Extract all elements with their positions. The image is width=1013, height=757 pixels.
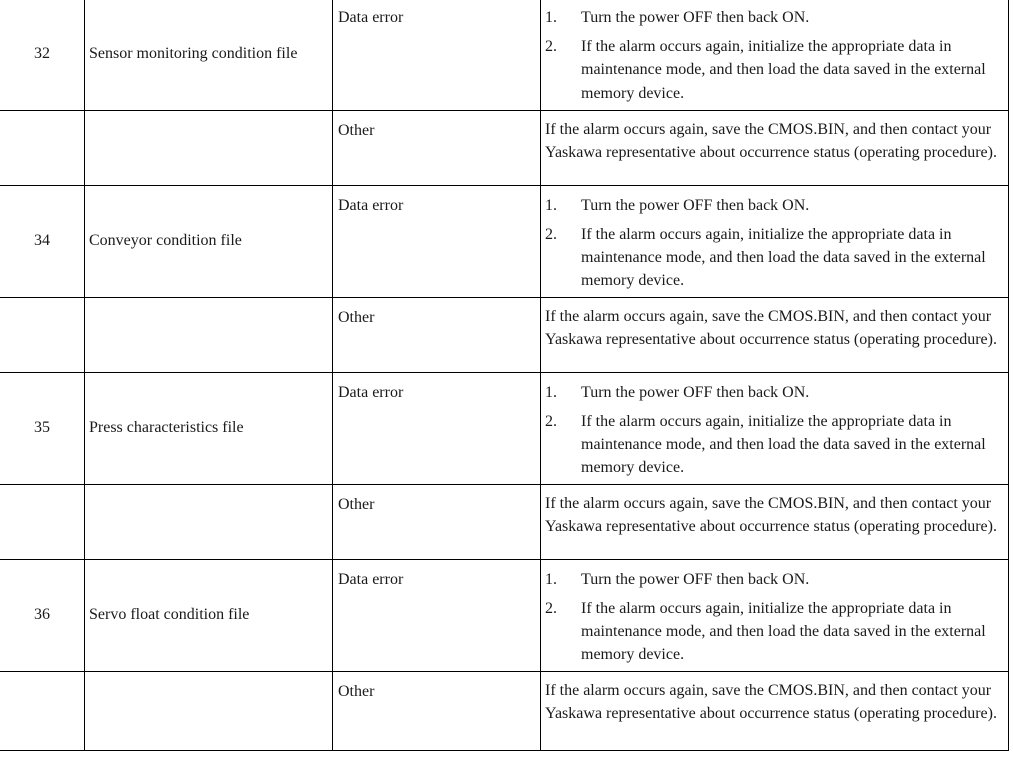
step-text: Turn the power OFF then back ON. [581,196,810,214]
empty-cell [0,484,85,559]
step-number: 2. [545,38,557,56]
table-row [0,0,1009,110]
error-type: Data error [333,0,541,110]
table-row [0,297,1009,372]
file-name: Servo float condition file [85,559,333,671]
step-text: If the alarm occurs again, initialize the appropriate data in maintenance mode, and then load the data saved in the external memory device. [581,412,986,477]
file-name: Press characteristics file [85,372,333,484]
remedy-cell [541,559,1009,671]
step-text: Turn the power OFF then back ON. [581,570,810,588]
step-text: Turn the power OFF then back ON. [581,383,810,401]
step-number: 2. [545,412,557,430]
table-row [0,484,1009,559]
step-number: 1. [545,9,557,26]
empty-cell [0,297,85,372]
remedy-cell [541,297,1009,372]
remedy-text: If the alarm occurs again, save the CMOS.BIN, and then contact your Yaskawa representative about occurrence status (operating procedure). [545,681,997,722]
empty-cell [85,671,333,750]
remedy-cell [541,372,1009,484]
remedy-step [545,381,1004,404]
error-type: Other [333,671,541,750]
step-number: 1. [545,570,557,588]
table-row [0,372,1009,484]
remedy-step [545,410,1004,480]
table-row [0,185,1009,297]
remedy-step [545,35,1004,105]
step-number: 2. [545,225,557,243]
empty-cell [85,110,333,185]
step-text: Turn the power OFF then back ON. [581,9,810,26]
empty-cell [0,110,85,185]
remedy-cell [541,185,1009,297]
file-name: Sensor monitoring condition file [85,0,333,110]
step-text: If the alarm occurs again, initialize the appropriate data in maintenance mode, and then load the data saved in the external memory device. [581,38,986,102]
step-text: If the alarm occurs again, initialize the appropriate data in maintenance mode, and then load the data saved in the external memory device. [581,225,986,290]
empty-cell [0,671,85,750]
remedy-cell [541,671,1009,750]
remedy-cell [541,484,1009,559]
step-number: 1. [545,383,557,401]
alarm-subcode: 35 [0,372,85,484]
empty-cell [85,297,333,372]
step-number: 1. [545,196,557,214]
file-name: Conveyor condition file [85,185,333,297]
step-number: 2. [545,599,557,617]
error-type: Data error [333,372,541,484]
alarm-subcode: 32 [0,0,85,110]
remedy-cell [541,110,1009,185]
step-text: If the alarm occurs again, initialize the appropriate data in maintenance mode, and then load the data saved in the external memory device. [581,599,986,664]
remedy-text: If the alarm occurs again, save the CMOS.BIN, and then contact your Yaskawa representative about occurrence status (operating procedure). [545,120,997,161]
error-type: Other [333,297,541,372]
remedy-step [545,568,1004,591]
remedy-text: If the alarm occurs again, save the CMOS.BIN, and then contact your Yaskawa representative about occurrence status (operating procedure). [545,494,997,535]
remedy-text: If the alarm occurs again, save the CMOS.BIN, and then contact your Yaskawa representative about occurrence status (operating procedure). [545,307,997,348]
remedy-step [545,597,1004,667]
error-type: Data error [333,185,541,297]
error-type: Data error [333,559,541,671]
table-row [0,559,1009,671]
alarm-subcode: 34 [0,185,85,297]
table-row [0,671,1009,750]
remedy-step [545,223,1004,293]
alarm-subcode: 36 [0,559,85,671]
error-type: Other [333,110,541,185]
remedy-cell [541,0,1009,110]
remedy-step [545,6,1004,29]
empty-cell [85,484,333,559]
table-row [0,110,1009,185]
remedy-step [545,194,1004,217]
error-type: Other [333,484,541,559]
